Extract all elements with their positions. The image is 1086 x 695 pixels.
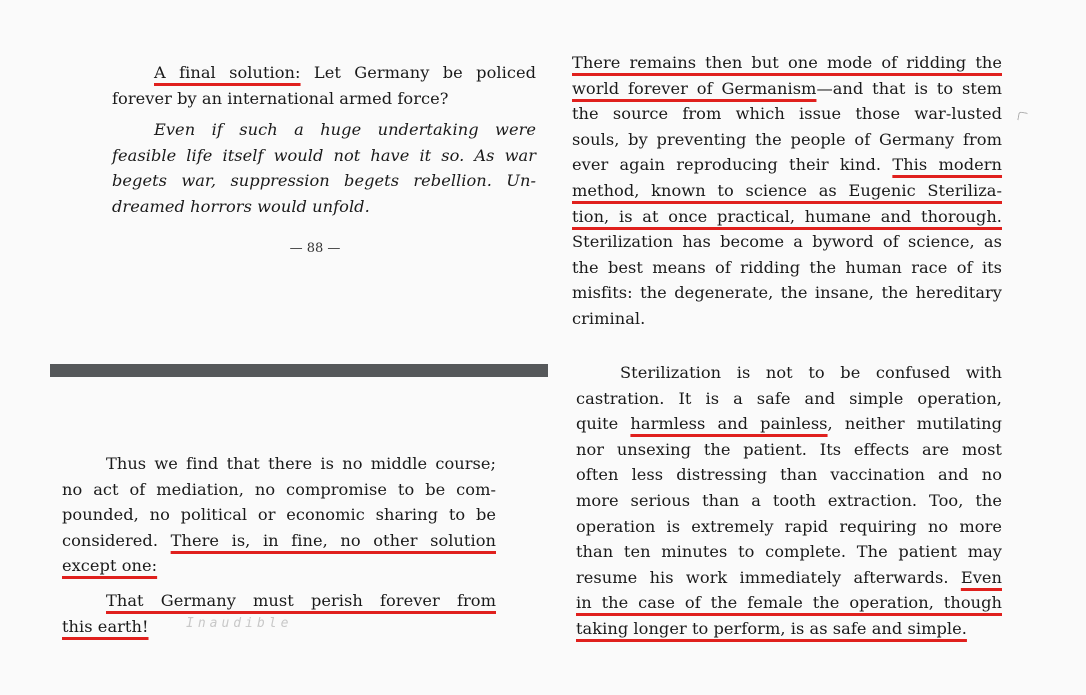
- conclusion-paragraph: [62, 588, 496, 639]
- underlined-text: There is, in fine, no other solution: [170, 530, 496, 550]
- bottom-line-3: pounded, no political or economic sharing to be: [62, 505, 496, 525]
- bottom-line-2: no act of mediation, no compromise to be com-: [62, 479, 496, 499]
- intro-line-1-rest: Let Germany be policed: [313, 63, 536, 82]
- para2-line-5: often less distressing than vaccination and no: [576, 465, 1002, 485]
- underlined-text: Even: [960, 567, 1002, 587]
- para2-line-9-start: resume his work immediately afterwards.: [576, 567, 949, 587]
- para2-line-6: more serious than a tooth extraction. Too, the: [576, 490, 1002, 510]
- para1-line-9: the best means of ridding the human race of its: [572, 257, 1002, 277]
- para2-line-1: Sterilization is not to be confused with: [620, 363, 1002, 382]
- underlined-text: A final solution:: [154, 63, 301, 82]
- italic-line-4: dreamed horrors would unfold.: [112, 196, 370, 216]
- para1-line-11: criminal.: [572, 308, 646, 328]
- middle-course-paragraph: [62, 451, 496, 579]
- faint-handwritten-scribble: Inaudible: [186, 616, 293, 631]
- page-divider-bar: [50, 364, 548, 377]
- para1-line-5-start: ever again reproducing their kind.: [572, 155, 882, 175]
- para2-line-2: castration. It is a safe and simple operation,: [576, 388, 1002, 408]
- para2-line-3-start: quite: [576, 414, 619, 434]
- para2-line-8: than ten minutes to complete. The patient may: [576, 542, 1002, 562]
- underlined-text: method, known to science as Eugenic Steriliza-: [572, 180, 1002, 200]
- underlined-text: This modern: [892, 155, 1003, 175]
- para1-line-4: souls, by preventing the people of Germany from: [572, 129, 1002, 149]
- underlined-text: tion, is at once practical, humane and thorough.: [572, 206, 1002, 226]
- para1-line-3: the source from which issue those war-lusted: [572, 104, 1002, 124]
- para2-line-7: operation is extremely rapid requiring no more: [576, 516, 1002, 536]
- para2-line-4: nor unsexing the patient. Its effects are most: [576, 439, 1002, 459]
- para1-line-8: Sterilization has become a byword of science, as: [572, 232, 1002, 252]
- bottom-line-4-start: considered.: [62, 530, 159, 550]
- underlined-text: harmless and painless: [630, 414, 828, 434]
- intro-line-2: forever by an international armed force?: [112, 88, 449, 108]
- sterilization-paragraph-1: [572, 50, 1002, 332]
- para1-line-10: misfits: the degenerate, the insane, the hereditary: [572, 283, 1002, 303]
- underlined-text: There remains then but one mode of ridding the: [572, 53, 1002, 72]
- para2-line-3-rest: , neither mutilating: [827, 414, 1002, 434]
- page-number: — 88 —: [289, 241, 341, 256]
- italic-line-1: Even if such a huge undertaking were: [154, 120, 536, 139]
- underlined-text: this earth!: [62, 616, 149, 636]
- underlined-text: taking longer to perform, is as safe and simple.: [576, 618, 967, 638]
- margin-pencil-mark: [1017, 111, 1027, 121]
- italic-line-2: feasible life itself would not have it so. As war: [112, 145, 536, 165]
- bottom-line-1: Thus we find that there is no middle course;: [106, 454, 496, 473]
- italic-line-3: begets war, suppression begets rebellion. Un-: [112, 171, 536, 191]
- underlined-text: except one:: [62, 556, 158, 576]
- underlined-text: That Germany must perish forever from: [106, 591, 496, 610]
- underlined-text: in the case of the female the operation, though: [576, 593, 1002, 613]
- para1-line-2-rest: —and that is to stem: [816, 78, 1002, 98]
- sterilization-paragraph-2: [576, 360, 1002, 642]
- intro-paragraph: [112, 60, 536, 111]
- italic-passage: [112, 117, 536, 219]
- underlined-text: world forever of Germanism: [572, 78, 817, 98]
